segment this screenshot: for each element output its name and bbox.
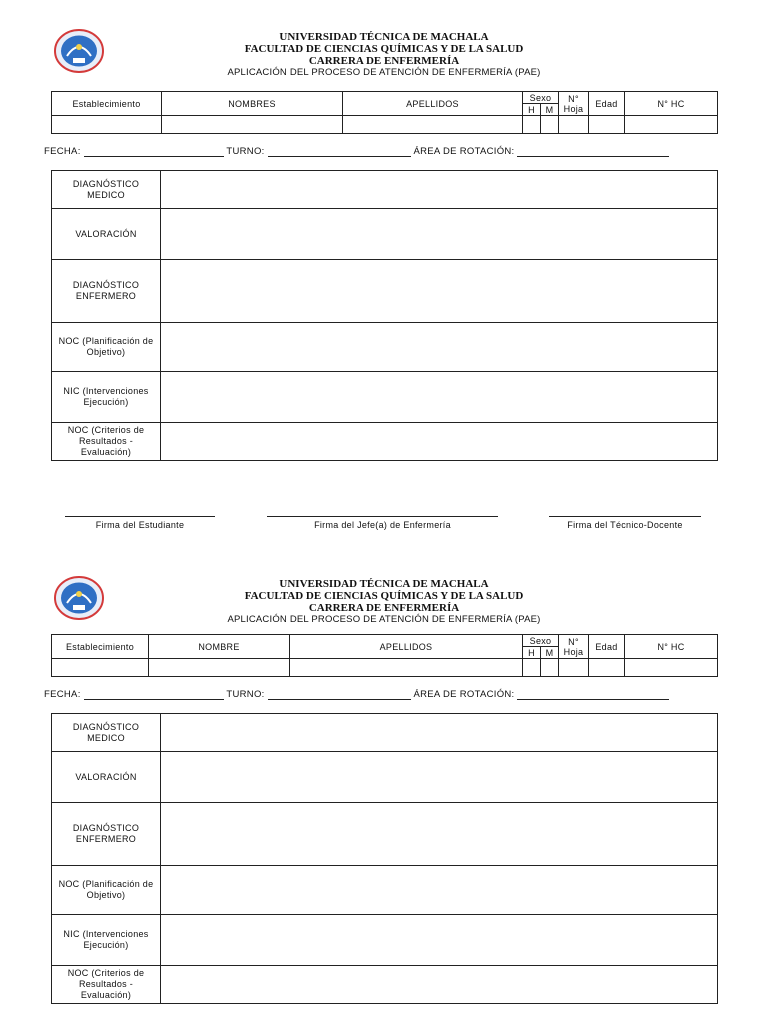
row-field-nic-intervenciones[interactable] [161, 915, 718, 966]
row-label-diagnostico-medico: DIAGNÓSTICO MEDICO [52, 171, 161, 209]
university-name: UNIVERSIDAD TÉCNICA DE MACHALA [279, 31, 489, 43]
row-field-nic-intervenciones[interactable] [161, 372, 718, 423]
row-field-noc-evaluacion[interactable] [161, 966, 718, 1004]
field-nombres[interactable] [162, 116, 343, 134]
turno-label: TURNO: [226, 146, 265, 157]
fecha-field[interactable] [84, 147, 224, 157]
row-field-valoracion[interactable] [161, 209, 718, 260]
turno-field[interactable] [268, 690, 411, 700]
field-hoja[interactable] [559, 116, 589, 134]
faculty-name: FACULTAD DE CIENCIAS QUÍMICAS Y DE LA SALUD [244, 43, 524, 55]
header-sexo-h: H [523, 104, 541, 116]
area-field[interactable] [517, 690, 669, 700]
pae-table [51, 713, 718, 1004]
field-sexo-h[interactable] [523, 116, 541, 134]
row-label-noc-evaluacion: NOC (Criterios de Resultados - Evaluación) [52, 966, 161, 1004]
header-sexo-m: M [541, 104, 559, 116]
field-sexo-m[interactable] [541, 659, 559, 677]
field-sexo-h[interactable] [523, 659, 541, 677]
header-nombres: NOMBRES [162, 92, 343, 116]
row-label-nic-intervenciones: NIC (Intervenciones Ejecución) [52, 915, 161, 966]
form-subtitle: APLICACIÓN DEL PROCESO DE ATENCIÓN DE ENFERMERÍA (PAE) [227, 67, 541, 78]
header-sexo: Sexo [523, 635, 559, 647]
header-apellidos: APELLIDOS [290, 635, 523, 659]
row-label-noc-planificacion: NOC (Planificación de Objetivo) [52, 323, 161, 372]
row-field-noc-planificacion[interactable] [161, 866, 718, 915]
field-apellidos[interactable] [343, 116, 523, 134]
field-hc[interactable] [625, 659, 718, 677]
field-apellidos[interactable] [290, 659, 523, 677]
fecha-label: FECHA: [44, 146, 81, 157]
field-edad[interactable] [589, 659, 625, 677]
row-label-diagnostico-medico: DIAGNÓSTICO MEDICO [52, 714, 161, 752]
fecha-field[interactable] [84, 690, 224, 700]
header-hoja: N° Hoja [559, 92, 589, 116]
patient-info-table [51, 634, 718, 677]
row-field-noc-planificacion[interactable] [161, 323, 718, 372]
row-label-diagnostico-enfermero: DIAGNÓSTICO ENFERMERO [52, 803, 161, 866]
header-apellidos: APELLIDOS [343, 92, 523, 116]
header-hc: N° HC [625, 635, 718, 659]
row-field-diagnostico-medico[interactable] [161, 171, 718, 209]
row-field-noc-evaluacion[interactable] [161, 423, 718, 461]
row-label-valoracion: VALORACIÓN [52, 752, 161, 803]
turno-field[interactable] [268, 147, 411, 157]
field-hoja[interactable] [559, 659, 589, 677]
signature-chief[interactable]: Firma del Jefe(a) de Enfermería [267, 516, 498, 530]
field-sexo-m[interactable] [541, 116, 559, 134]
row-label-diagnostico-enfermero: DIAGNÓSTICO ENFERMERO [52, 260, 161, 323]
patient-info-table [51, 91, 718, 134]
fecha-label: FECHA: [44, 689, 81, 700]
turno-label: TURNO: [226, 689, 265, 700]
header-establecimiento: Establecimiento [52, 635, 149, 659]
header-hc: N° HC [625, 92, 718, 116]
field-edad[interactable] [589, 116, 625, 134]
form-subtitle: APLICACIÓN DEL PROCESO DE ATENCIÓN DE ENFERMERÍA (PAE) [227, 614, 541, 625]
signature-teacher[interactable]: Firma del Técnico-Docente [549, 516, 701, 530]
area-field[interactable] [517, 147, 669, 157]
header-sexo: Sexo [523, 92, 559, 104]
row-label-noc-planificacion: NOC (Planificación de Objetivo) [52, 866, 161, 915]
career-name: CARRERA DE ENFERMERÍA [308, 55, 460, 67]
row-field-valoracion[interactable] [161, 752, 718, 803]
signature-student[interactable]: Firma del Estudiante [65, 516, 215, 530]
form-header [0, 31, 768, 79]
header-edad: Edad [589, 92, 625, 116]
faculty-name: FACULTAD DE CIENCIAS QUÍMICAS Y DE LA SALUD [244, 590, 524, 602]
header-edad: Edad [589, 635, 625, 659]
field-nombres[interactable] [149, 659, 290, 677]
row-field-diagnostico-enfermero[interactable] [161, 260, 718, 323]
area-label: ÁREA DE ROTACIÓN: [413, 689, 515, 700]
career-name: CARRERA DE ENFERMERÍA [308, 602, 460, 614]
form-header [0, 578, 768, 626]
header-establecimiento: Establecimiento [52, 92, 162, 116]
header-hoja: N° Hoja [559, 635, 589, 659]
meta-line [44, 146, 669, 157]
header-nombres: NOMBRE [149, 635, 290, 659]
field-establecimiento[interactable] [52, 116, 162, 134]
meta-line [44, 689, 669, 700]
area-label: ÁREA DE ROTACIÓN: [413, 146, 515, 157]
pae-table [51, 170, 718, 461]
row-label-noc-evaluacion: NOC (Criterios de Resultados - Evaluación) [52, 423, 161, 461]
field-establecimiento[interactable] [52, 659, 149, 677]
row-label-nic-intervenciones: NIC (Intervenciones Ejecución) [52, 372, 161, 423]
row-field-diagnostico-medico[interactable] [161, 714, 718, 752]
header-sexo-m: M [541, 647, 559, 659]
header-sexo-h: H [523, 647, 541, 659]
row-field-diagnostico-enfermero[interactable] [161, 803, 718, 866]
field-hc[interactable] [625, 116, 718, 134]
university-name: UNIVERSIDAD TÉCNICA DE MACHALA [279, 578, 489, 590]
row-label-valoracion: VALORACIÓN [52, 209, 161, 260]
